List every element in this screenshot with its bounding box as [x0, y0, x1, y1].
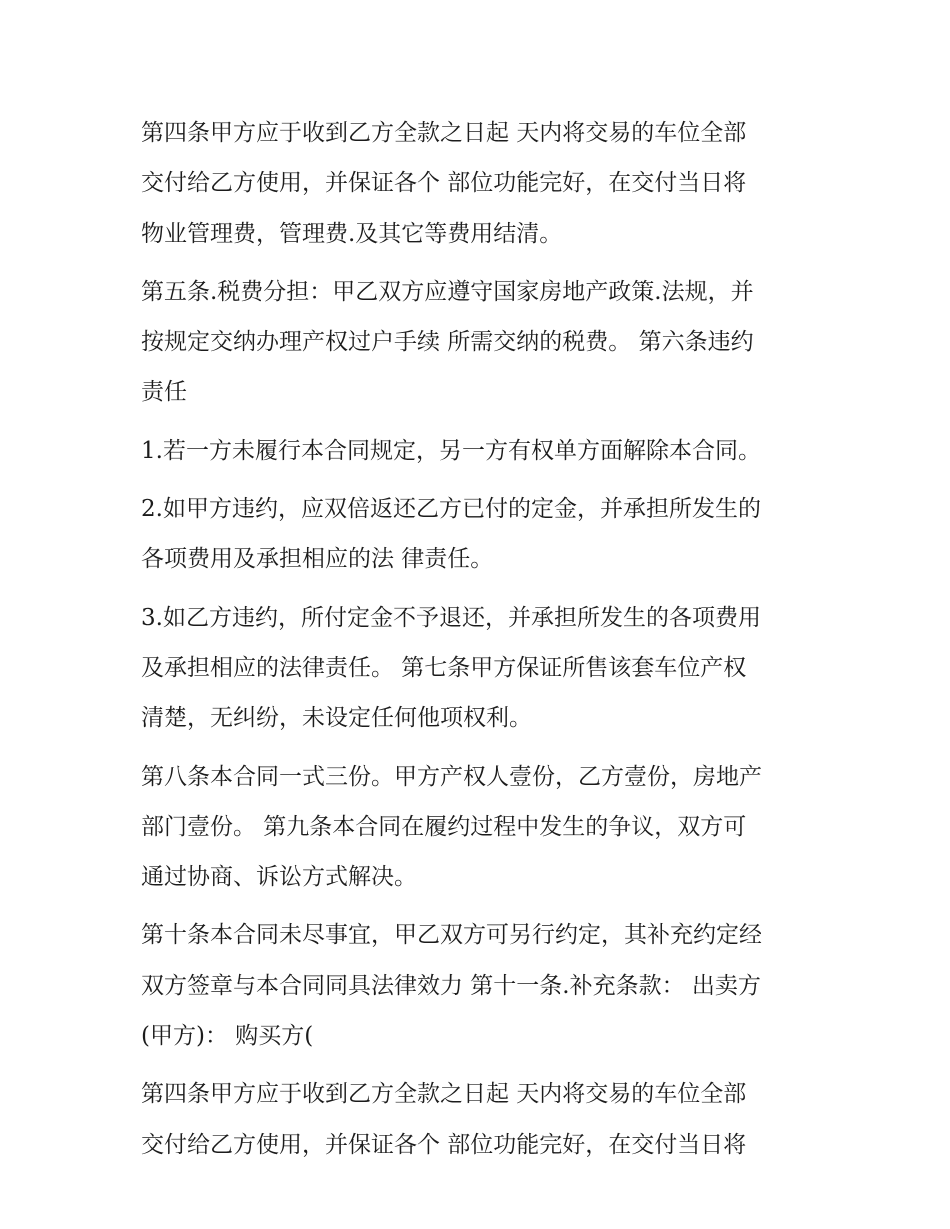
text-line: 及承担相应的法律责任。 第七条甲方保证所售该套车位产权 — [141, 654, 747, 681]
text-line: 按规定交纳办理产权过户手续 所需交纳的税费。 第六条违约 — [141, 329, 754, 356]
text-line: 交付给乙方使用，并保证各个 部位功能完好，在交付当日将 — [141, 1131, 747, 1158]
paragraph-clause-1 — [141, 426, 821, 476]
document-body — [141, 108, 821, 1178]
text-line: 各项费用及承担相应的法 律责任。 — [141, 546, 494, 573]
paragraph-article-5 — [141, 267, 821, 418]
text-line: 部门壹份。 第九条本合同在履约过程中发生的争议，双方可 — [141, 813, 747, 840]
text-line: 第十条本合同未尽事宜，甲乙双方可另行约定，其补充约定经 — [141, 922, 762, 949]
text-line: 第四条甲方应于收到乙方全款之日起 天内将交易的车位全部 — [141, 1081, 747, 1108]
text-line: 第五条.税费分担：甲乙双方应遵守国家房地产政策.法规，并 — [141, 278, 754, 305]
text-line: 第四条甲方应于收到乙方全款之日起 天内将交易的车位全部 — [141, 120, 747, 146]
paragraph-article-4 — [141, 108, 821, 259]
paragraph-clause-3 — [141, 593, 821, 744]
paragraph-clause-2 — [141, 484, 821, 585]
text-line: 2.如甲方违约，应双倍返还乙方已付的定金，并承担所发生的 — [141, 496, 761, 523]
text-line: 1.若一方未履行本合同规定，另一方有权单方面解除本合同。 — [141, 437, 761, 464]
paragraph-article-4-repeat — [141, 1069, 821, 1170]
text-line: 交付给乙方使用，并保证各个 部位功能完好，在交付当日将 — [141, 170, 747, 197]
text-line: 双方签章与本合同同具法律效力 第十一条.补充条款： 出卖方 — [141, 972, 761, 999]
paragraph-article-10 — [141, 910, 821, 1061]
text-line: 3.如乙方违约，所付定金不予退还，并承担所发生的各项费用 — [141, 604, 761, 631]
text-line: 通过协商、诉讼方式解决。 — [141, 864, 417, 891]
text-line: 责任 — [141, 379, 187, 406]
text-line: 物业管理费，管理费.及其它等费用结清。 — [141, 220, 563, 247]
text-line: 第八条本合同一式三份。甲方产权人壹份，乙方壹份，房地产 — [141, 763, 762, 790]
text-line: 清楚，无纠纷，未设定任何他项权利。 — [141, 705, 532, 732]
paragraph-article-8 — [141, 752, 821, 903]
text-line: (甲方)： 购买方( — [141, 1023, 314, 1050]
